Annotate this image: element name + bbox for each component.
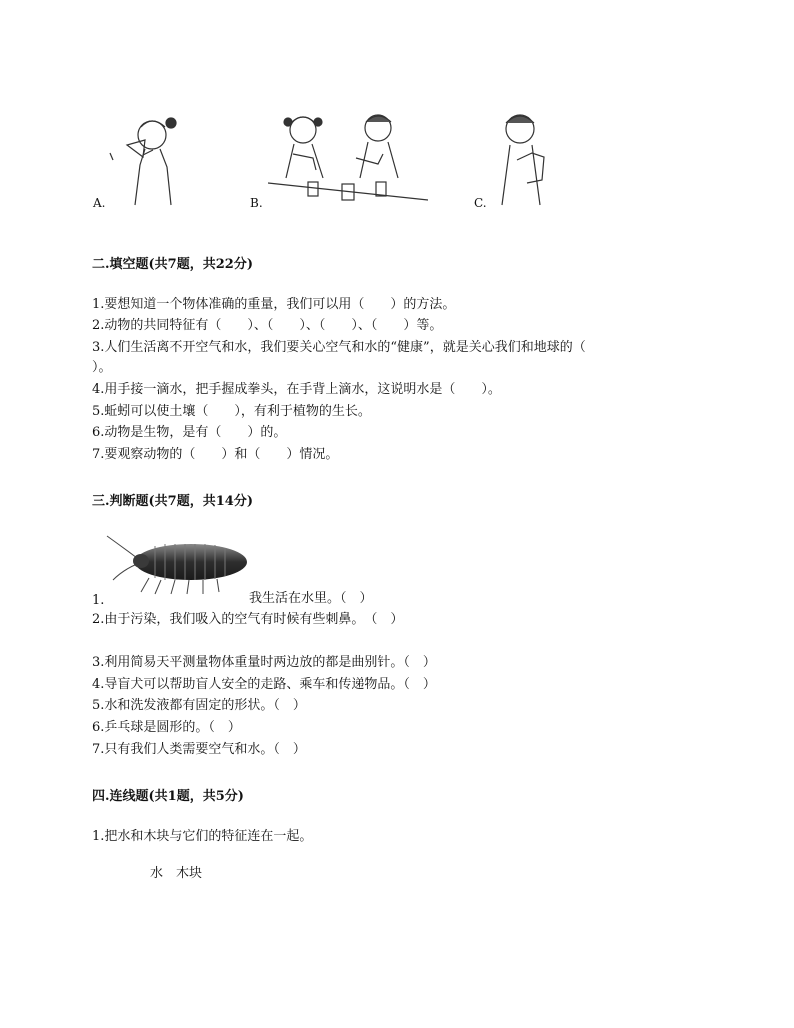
fill-in-item-7: 7.要观察动物的（ ）和（ ）情况。 [92,447,339,462]
illustration-girl-smelling [105,105,190,213]
true-false-item-6: 6.乒乓球是圆形的。（ ） [92,720,241,735]
fill-in-item-2: 2.动物的共同特征有（ ）、（ ）、（ ）、（ ）等。 [92,318,443,333]
fill-in-item-6: 6.动物是生物，是有（ ）的。 [92,425,287,440]
option-c-label: C. [474,196,487,210]
section-heading-matching: 四.连线题(共1题，共5分) [92,789,244,804]
illustration-two-children-experiment [268,108,428,204]
fill-in-item-3-cont: ）。 [92,360,112,375]
true-false-item-2: 2.由于污染，我们吸入的空气有时候有些刺鼻。 （ ） [92,612,404,627]
matching-item-1: 1.把水和木块与它们的特征连在一起。 [92,829,313,844]
illustration-boy-tasting [492,105,552,213]
true-false-item-3: 3.利用简易天平测量物体重量时两边放的都是曲别针。（ ） [92,655,436,670]
option-b-label: B. [250,196,263,210]
fill-in-item-3: 3.人们生活离不开空气和水，我们要关心空气和水的“健康”，就是关心我们和地球的（ [92,340,586,355]
matching-labels: 水 木块 [150,866,203,881]
true-false-item-5: 5.水和洗发液都有固定的形状。（ ） [92,698,306,713]
section-heading-fill-in: 二.填空题(共7题，共22分) [92,257,253,272]
option-a-label: A. [93,196,106,210]
true-false-item-1-text: 我生活在水里。（ ） [249,591,373,606]
fill-in-item-4: 4.用手接一滴水，把手握成拳头，在手背上滴水，这说明水是（ ）。 [92,382,501,397]
true-false-item-7: 7.只有我们人类需要空气和水。（ ） [92,742,306,757]
fill-in-item-5: 5.蚯蚓可以使土壤（ ），有利于植物的生长。 [92,404,371,419]
fill-in-item-1: 1.要想知道一个物体准确的重量，我们可以用（ ）的方法。 [92,297,456,312]
true-false-item-1-number: 1. [92,593,105,608]
section-heading-true-false: 三.判断题(共7题，共14分) [92,494,253,509]
true-false-item-4: 4.导盲犬可以帮助盲人安全的走路、乘车和传递物品。（ ） [92,677,436,692]
pill-bug-image [105,530,253,596]
